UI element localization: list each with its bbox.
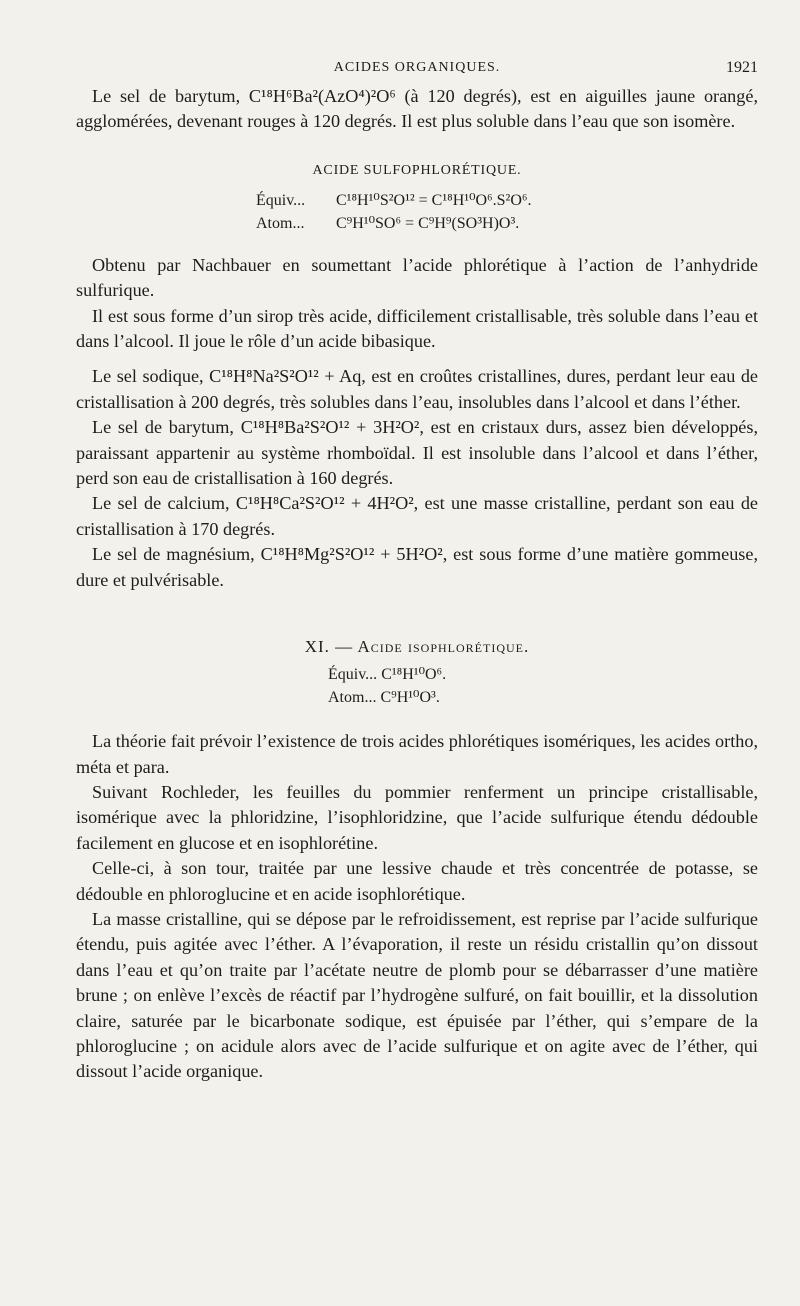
formula-label-atom: Atom... bbox=[256, 214, 305, 232]
formula-block-isophloretique bbox=[328, 663, 758, 709]
paragraph: La théorie fait prévoir l’existence de trois acides phlorétiques isomériques, les acides ortho, méta et para. bbox=[76, 731, 758, 777]
formula-row-atom bbox=[256, 212, 758, 235]
formula-label-atom: Atom... bbox=[328, 689, 377, 707]
formula-row-equiv bbox=[328, 663, 758, 686]
page-number: 1921 bbox=[726, 59, 758, 76]
formula-label-equiv: Équiv... bbox=[328, 666, 378, 684]
paragraph-salt: Le sel de barytum, C¹⁸H⁸Ba²S²O¹² + 3H²O², est en cristaux durs, assez bien développés, paraissant appartenir au système rhomboïdal. Il est insoluble dans l’alcool et dans l’éther, perd son eau de cristallisation à 160 degrés. bbox=[76, 417, 758, 489]
paragraph-salt: Le sel sodique, C¹⁸H⁸Na²S²O¹² + Aq, est en croûtes cristallines, dures, perdant leur eau de cristallisation à 200 degrés, très solubles dans l’eau, insolubles dans l’alcool et dans l’éther. bbox=[76, 366, 758, 412]
running-header bbox=[76, 56, 758, 84]
paragraph: Suivant Rochleder, les feuilles du pommier renferment un principe cristallisable, isomérique avec la phloridzine, l’isophloridzine, que l’acide sulfurique étendu dédouble facilement en glucose et en isophlorétine. bbox=[76, 781, 758, 853]
formula-atom: C⁹H¹⁰O³. bbox=[380, 689, 440, 707]
formula-equiv: C¹⁸H¹⁰S²O¹² = C¹⁸H¹⁰O⁶.S²O⁶. bbox=[336, 191, 532, 209]
section-title-isophloretique: XI. — Acide isophlorétique. bbox=[304, 637, 530, 657]
paragraph: Celle-ci, à son tour, traitée par une lessive chaude et très concentrée de potasse, se dédouble en phloroglucine et en acide isophlorétique. bbox=[76, 858, 758, 904]
page bbox=[76, 56, 758, 1085]
formula-block-sulfophloretique bbox=[256, 189, 758, 235]
formula-label-equiv: Équiv... bbox=[256, 191, 306, 209]
section-title-sulfophloretique: ACIDE SULFOPHLORÉTIQUE. bbox=[312, 162, 522, 178]
header-title: ACIDES ORGANIQUES. bbox=[333, 60, 501, 75]
formula-row-atom bbox=[328, 686, 758, 709]
paragraph: La masse cristalline, qui se dépose par le refroidissement, est reprise par l’acide sulfurique étendu, puis agitée avec l’éther. A l’évaporation, il reste un résidu cristallin qu’on dissout dans l’eau et qu’on traite par l’acétate neutre de plomb pour se débarrasser d’une matière brune ; on enlève l’excès de réactif par l’hydrogène sulfuré, on fait bouillir, et la dissolution claire, saturée par le bicarbonate sodique, est épuisée par l’éther, qui s’empare de la phloroglucine ; on acidule alors avec de l’acide sulfurique et on agite avec de l’éther, qui dissout l’acide organique. bbox=[76, 908, 758, 1082]
formula-atom: C⁹H¹⁰SO⁶ = C⁹H⁹(SO³H)O³. bbox=[336, 214, 520, 232]
formula-equiv: C¹⁸H¹⁰O⁶. bbox=[381, 666, 447, 684]
paragraph: Il est sous forme d’un sirop très acide, difficilement cristallisable, très soluble dans l’eau et dans l’alcool. Il joue le rôle d’un acide bibasique. bbox=[76, 305, 758, 352]
paragraph: Obtenu par Nachbauer en soumettant l’acide phlorétique à l’action de l’anhydride sulfurique. bbox=[76, 254, 758, 301]
paragraph-salt: Le sel de calcium, C¹⁸H⁸Ca²S²O¹² + 4H²O², est une masse cristalline, perdant son eau de cristallisation à 170 degrés. bbox=[76, 493, 758, 539]
spacer bbox=[76, 354, 758, 364]
paragraph-baryum-isomer: Le sel de barytum, C¹⁸H⁶Ba²(AzO⁴)²O⁶ (à 120 degrés), est en aiguilles jaune orangé, agglomérées, devenant rouges à 120 degrés. Il est plus soluble dans l’eau que son isomère. bbox=[76, 86, 758, 132]
paragraph-salt: Le sel de magnésium, C¹⁸H⁸Mg²S²O¹² + 5H²O², est sous forme d’une matière gommeuse, dure et pulvérisable. bbox=[76, 544, 758, 590]
formula-row-equiv bbox=[256, 189, 758, 212]
